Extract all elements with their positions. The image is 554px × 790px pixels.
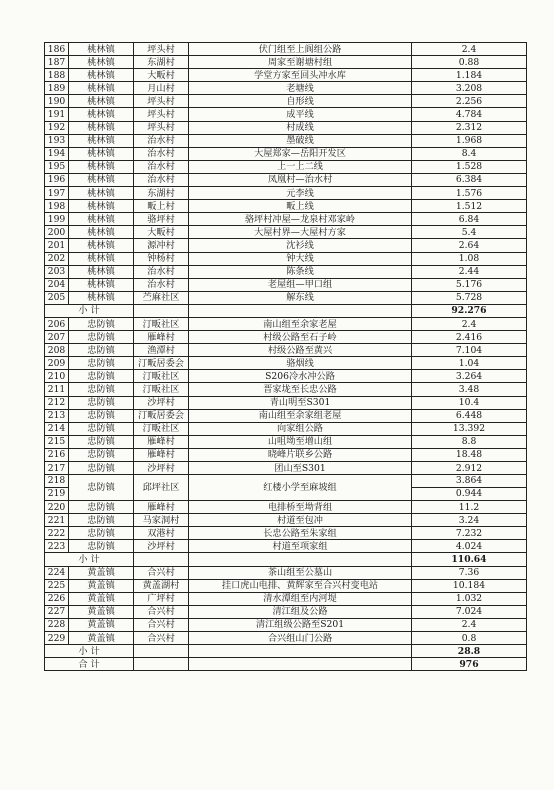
village-cell: 汀畈居委会 [134,409,189,422]
table-row [45,278,527,291]
road-cell: 学堂方家至回头冲水库 [189,69,412,82]
table-row [45,396,527,409]
length-cell: 2.912 [412,462,527,475]
row-number: 198 [45,200,69,213]
town-cell: 忠防镇 [69,527,134,540]
row-number: 215 [45,435,69,448]
town-cell: 忠防镇 [69,501,134,514]
row-number: 217 [45,462,69,475]
table-row [45,527,527,540]
subtotal-label: 小 计 [45,645,134,658]
road-cell: 钟大线 [189,252,412,265]
length-cell: 1.968 [412,134,527,147]
table-row [45,605,527,618]
village-cell: 汀畈社区 [134,370,189,383]
table-row [45,579,527,592]
length-cell: 5.176 [412,278,527,291]
length-cell: 1.04 [412,357,527,370]
empty-cell [189,553,412,566]
village-cell: 苎麻社区 [134,291,189,304]
road-cell: S206冷水冲公路 [189,370,412,383]
village-cell: 汀畈居委会 [134,357,189,370]
village-cell: 东湖村 [134,187,189,200]
length-cell: 3.208 [412,82,527,95]
village-cell: 治水村 [134,160,189,173]
road-cell: 畈上线 [189,200,412,213]
empty-cell [189,658,412,671]
row-number: 201 [45,239,69,252]
row-number: 206 [45,317,69,330]
village-cell: 沙坪村 [134,462,189,475]
town-cell: 桃林镇 [69,108,134,121]
table-row [45,200,527,213]
row-number: 216 [45,448,69,461]
length-cell: 3.48 [412,383,527,396]
table-row [45,540,527,553]
village-cell: 大畈村 [134,226,189,239]
length-cell: 2.4 [412,43,527,56]
row-number: 189 [45,82,69,95]
length-cell: 10.4 [412,396,527,409]
village-cell: 治水村 [134,265,189,278]
length-cell: 3.264 [412,370,527,383]
length-cell: 4.024 [412,540,527,553]
road-cell: 周家至谢塘村组 [189,56,412,69]
road-cell: 村级公路至黄兴 [189,344,412,357]
row-number: 221 [45,514,69,527]
row-number [45,475,69,501]
village-cell: 治水村 [134,278,189,291]
row-number: 209 [45,357,69,370]
village-cell: 沙坪村 [134,396,189,409]
village-cell: 汀畈社区 [134,317,189,330]
town-cell: 忠防镇 [69,396,134,409]
row-number: 222 [45,527,69,540]
length-cell: 4.784 [412,108,527,121]
town-cell: 桃林镇 [69,252,134,265]
row-number: 196 [45,173,69,186]
length-cell: 0.8 [412,632,527,645]
length-cell: 7.36 [412,566,527,579]
table-row [45,344,527,357]
table-row [45,43,527,56]
town-cell: 桃林镇 [69,200,134,213]
road-cell: 骆烟线 [189,357,412,370]
road-cell: 成平线 [189,108,412,121]
row-number-b: 219 [45,487,68,500]
town-cell: 忠防镇 [69,370,134,383]
road-cell: 晓峰片联乡公路 [189,448,412,461]
road-cell: 老塘线 [189,82,412,95]
row-number: 227 [45,605,69,618]
town-cell: 忠防镇 [69,462,134,475]
row-number: 205 [45,291,69,304]
village-cell: 广坪村 [134,592,189,605]
village-cell: 汀畈社区 [134,383,189,396]
row-number: 211 [45,383,69,396]
length-cell: 13.392 [412,422,527,435]
table-row [45,108,527,121]
length-cell: 5.4 [412,226,527,239]
village-cell: 邱坪社区 [134,475,189,501]
total-label: 合 计 [45,658,134,671]
table-row [45,409,527,422]
road-cell: 向家组公路 [189,422,412,435]
table-row [45,147,527,160]
row-number: 220 [45,501,69,514]
row-number: 197 [45,187,69,200]
length-cell: 10.184 [412,579,527,592]
total-length: 976 [412,658,527,671]
road-cell: 解东线 [189,291,412,304]
length-cell: 8.4 [412,147,527,160]
town-cell: 忠防镇 [69,357,134,370]
town-cell: 桃林镇 [69,160,134,173]
row-number-a: 218 [47,475,66,487]
table-row [45,187,527,200]
table-row [45,82,527,95]
town-cell: 桃林镇 [69,121,134,134]
town-cell: 桃林镇 [69,56,134,69]
village-cell: 钟杨村 [134,252,189,265]
table-row [45,383,527,396]
table-row [45,291,527,304]
table-row [45,265,527,278]
road-cell: 长忠公路至朱家组 [189,527,412,540]
table-row [45,134,527,147]
empty-cell [189,304,412,317]
subtotal-row [45,645,527,658]
subtotal-length: 28.8 [412,645,527,658]
row-number: 207 [45,331,69,344]
length-cell: 7.232 [412,527,527,540]
village-cell: 雁峰村 [134,331,189,344]
road-cell: 骆坪村冲屋—龙泉村邓家岭 [189,213,412,226]
row-number: 195 [45,160,69,173]
length-cell: 2.44 [412,265,527,278]
road-cell: 村成线 [189,121,412,134]
row-number: 213 [45,409,69,422]
town-cell: 桃林镇 [69,95,134,108]
length-cell: 5.728 [412,291,527,304]
road-cell: 自形线 [189,95,412,108]
town-cell: 桃林镇 [69,239,134,252]
table-row [45,357,527,370]
town-cell: 桃林镇 [69,278,134,291]
town-cell: 黄盖镇 [69,566,134,579]
length-cell: 2.256 [412,95,527,108]
town-cell: 黄盖镇 [69,618,134,631]
road-cell: 大屋村界—大屋村方家 [189,226,412,239]
town-cell: 忠防镇 [69,435,134,448]
road-cell: 合兴组山门公路 [189,632,412,645]
table-row [45,592,527,605]
village-cell: 合兴村 [134,566,189,579]
row-number: 214 [45,422,69,435]
row-number: 223 [45,540,69,553]
village-cell: 坪头村 [134,95,189,108]
road-cell: 南山组至余家组老屋 [189,409,412,422]
road-cell: 老屋组—甲口组 [189,278,412,291]
road-cell: 墨破线 [189,134,412,147]
table-row [45,501,527,514]
road-cell: 清江组及公路 [189,605,412,618]
town-cell: 桃林镇 [69,147,134,160]
village-cell: 黄盖湖村 [134,579,189,592]
table-row [45,475,527,501]
row-number: 210 [45,370,69,383]
subtotal-row [45,553,527,566]
town-cell: 忠防镇 [69,475,134,501]
road-cell: 青山明至S301 [189,396,412,409]
road-cell: 南山组至余家老屋 [189,317,412,330]
village-cell: 治水村 [134,173,189,186]
table-row [45,226,527,239]
village-cell: 合兴村 [134,632,189,645]
table-row [45,370,527,383]
length-cell: 6.84 [412,213,527,226]
length-cell: 1.576 [412,187,527,200]
road-cell: 大屋郑家—岳阳开发区 [189,147,412,160]
length-cell: 2.64 [412,239,527,252]
length-cell: 11.2 [412,501,527,514]
road-cell: 电排桥至坳背组 [189,501,412,514]
empty-cell [134,304,189,317]
row-number: 186 [45,43,69,56]
row-number: 203 [45,265,69,278]
town-cell: 忠防镇 [69,331,134,344]
town-cell: 黄盖镇 [69,632,134,645]
length-cell: 2.416 [412,331,527,344]
empty-cell [189,645,412,658]
length-cell: 2.4 [412,317,527,330]
length-cell: 7.024 [412,605,527,618]
empty-cell [134,658,189,671]
table-row [45,618,527,631]
subtotal-length: 110.64 [412,553,527,566]
road-cell: 茶山组至公墓山 [189,566,412,579]
town-cell: 桃林镇 [69,134,134,147]
length-cell: 2.312 [412,121,527,134]
town-cell: 桃林镇 [69,213,134,226]
length-cell: 1.184 [412,69,527,82]
road-cell: 团山至S301 [189,462,412,475]
town-cell: 忠防镇 [69,540,134,553]
village-cell: 双港村 [134,527,189,540]
table-row [45,632,527,645]
row-number: 190 [45,95,69,108]
village-cell: 坪头村 [134,108,189,121]
table-row [45,462,527,475]
village-cell: 沙坪村 [134,540,189,553]
road-cell: 清江组级公路至S201 [189,618,412,631]
row-number: 191 [45,108,69,121]
length-cell: 3.24 [412,514,527,527]
village-cell: 治水村 [134,134,189,147]
town-cell: 忠防镇 [69,422,134,435]
road-cell: 清水潭组至内河堤 [189,592,412,605]
length-cell: 6.384 [412,173,527,186]
length-cell: 18.48 [412,448,527,461]
empty-cell [134,553,189,566]
length-cell: 1.032 [412,592,527,605]
table-row [45,95,527,108]
village-cell: 雁峰村 [134,448,189,461]
table-row [45,213,527,226]
row-number: 194 [45,147,69,160]
village-cell: 雁峰村 [134,501,189,514]
village-cell: 雁峰村 [134,435,189,448]
town-cell: 忠防镇 [69,409,134,422]
road-cell: 村级公路至石子岭 [189,331,412,344]
row-number: 199 [45,213,69,226]
town-cell: 忠防镇 [69,317,134,330]
length-cell: 1.08 [412,252,527,265]
length-cell: 1.528 [412,160,527,173]
row-number: 224 [45,566,69,579]
table-row [45,69,527,82]
length-cell: 2.4 [412,618,527,631]
row-number: 200 [45,226,69,239]
row-number: 192 [45,121,69,134]
road-cell: 沈衫线 [189,239,412,252]
village-cell: 源冲村 [134,239,189,252]
row-number: 188 [45,69,69,82]
empty-cell [134,645,189,658]
total-row [45,658,527,671]
town-cell: 桃林镇 [69,69,134,82]
road-cell: 上一上二线 [189,160,412,173]
town-cell: 桃林镇 [69,43,134,56]
length-b: 0.944 [412,487,526,500]
village-cell: 骆坪村 [134,213,189,226]
length-a: 3.864 [455,475,483,487]
row-number: 204 [45,278,69,291]
row-number: 226 [45,592,69,605]
row-number: 208 [45,344,69,357]
table-row [45,173,527,186]
road-cell: 山咀坳至增山组 [189,435,412,448]
village-cell: 畈上村 [134,200,189,213]
road-cell: 挂口虎山电排、黄辉家至合兴村变电站 [189,579,412,592]
town-cell: 忠防镇 [69,344,134,357]
row-number: 212 [45,396,69,409]
road-cell: 伏门组至上阆组公路 [189,43,412,56]
length-cell: 1.512 [412,200,527,213]
village-cell: 渔潭村 [134,344,189,357]
village-cell: 大畈村 [134,69,189,82]
row-number: 202 [45,252,69,265]
table-row [45,514,527,527]
village-cell: 合兴村 [134,605,189,618]
table-row [45,252,527,265]
row-number: 229 [45,632,69,645]
length-cell: 6.448 [412,409,527,422]
village-cell: 马家洞村 [134,514,189,527]
subtotal-row [45,304,527,317]
town-cell: 桃林镇 [69,173,134,186]
town-cell: 忠防镇 [69,448,134,461]
road-cell: 红楼小学至麻坡组 [189,475,412,501]
village-cell: 东湖村 [134,56,189,69]
row-number: 187 [45,56,69,69]
road-cell: 凤凰村—治水村 [189,173,412,186]
table-row [45,121,527,134]
town-cell: 黄盖镇 [69,592,134,605]
village-cell: 坪头村 [134,43,189,56]
town-cell: 黄盖镇 [69,605,134,618]
length-cell: 7.104 [412,344,527,357]
table-row [45,160,527,173]
road-cell: 村道至项家组 [189,540,412,553]
road-table [44,42,527,671]
road-cell: 村道至包冲 [189,514,412,527]
town-cell: 桃林镇 [69,291,134,304]
town-cell: 忠防镇 [69,514,134,527]
row-number: 225 [45,579,69,592]
table-row [45,317,527,330]
road-cell: 陈条线 [189,265,412,278]
length-cell: 0.88 [412,56,527,69]
table-row [45,435,527,448]
subtotal-length: 92.276 [412,304,527,317]
village-cell: 治水村 [134,147,189,160]
village-cell: 坪头村 [134,121,189,134]
table-row [45,422,527,435]
town-cell: 桃林镇 [69,226,134,239]
table-row [45,331,527,344]
town-cell: 桃林镇 [69,265,134,278]
table-row [45,448,527,461]
length-cell [412,475,527,501]
length-cell: 8.8 [412,435,527,448]
table-row [45,56,527,69]
road-cell: 元李线 [189,187,412,200]
road-cell: 晋家垅至长忠公路 [189,383,412,396]
town-cell: 黄盖镇 [69,579,134,592]
town-cell: 忠防镇 [69,383,134,396]
table-row [45,566,527,579]
village-cell: 月山村 [134,82,189,95]
town-cell: 桃林镇 [69,82,134,95]
table-row [45,239,527,252]
town-cell: 桃林镇 [69,187,134,200]
subtotal-label: 小 计 [45,304,134,317]
village-cell: 合兴村 [134,618,189,631]
village-cell: 汀畈社区 [134,422,189,435]
subtotal-label: 小 计 [45,553,134,566]
row-number: 193 [45,134,69,147]
row-number: 228 [45,618,69,631]
